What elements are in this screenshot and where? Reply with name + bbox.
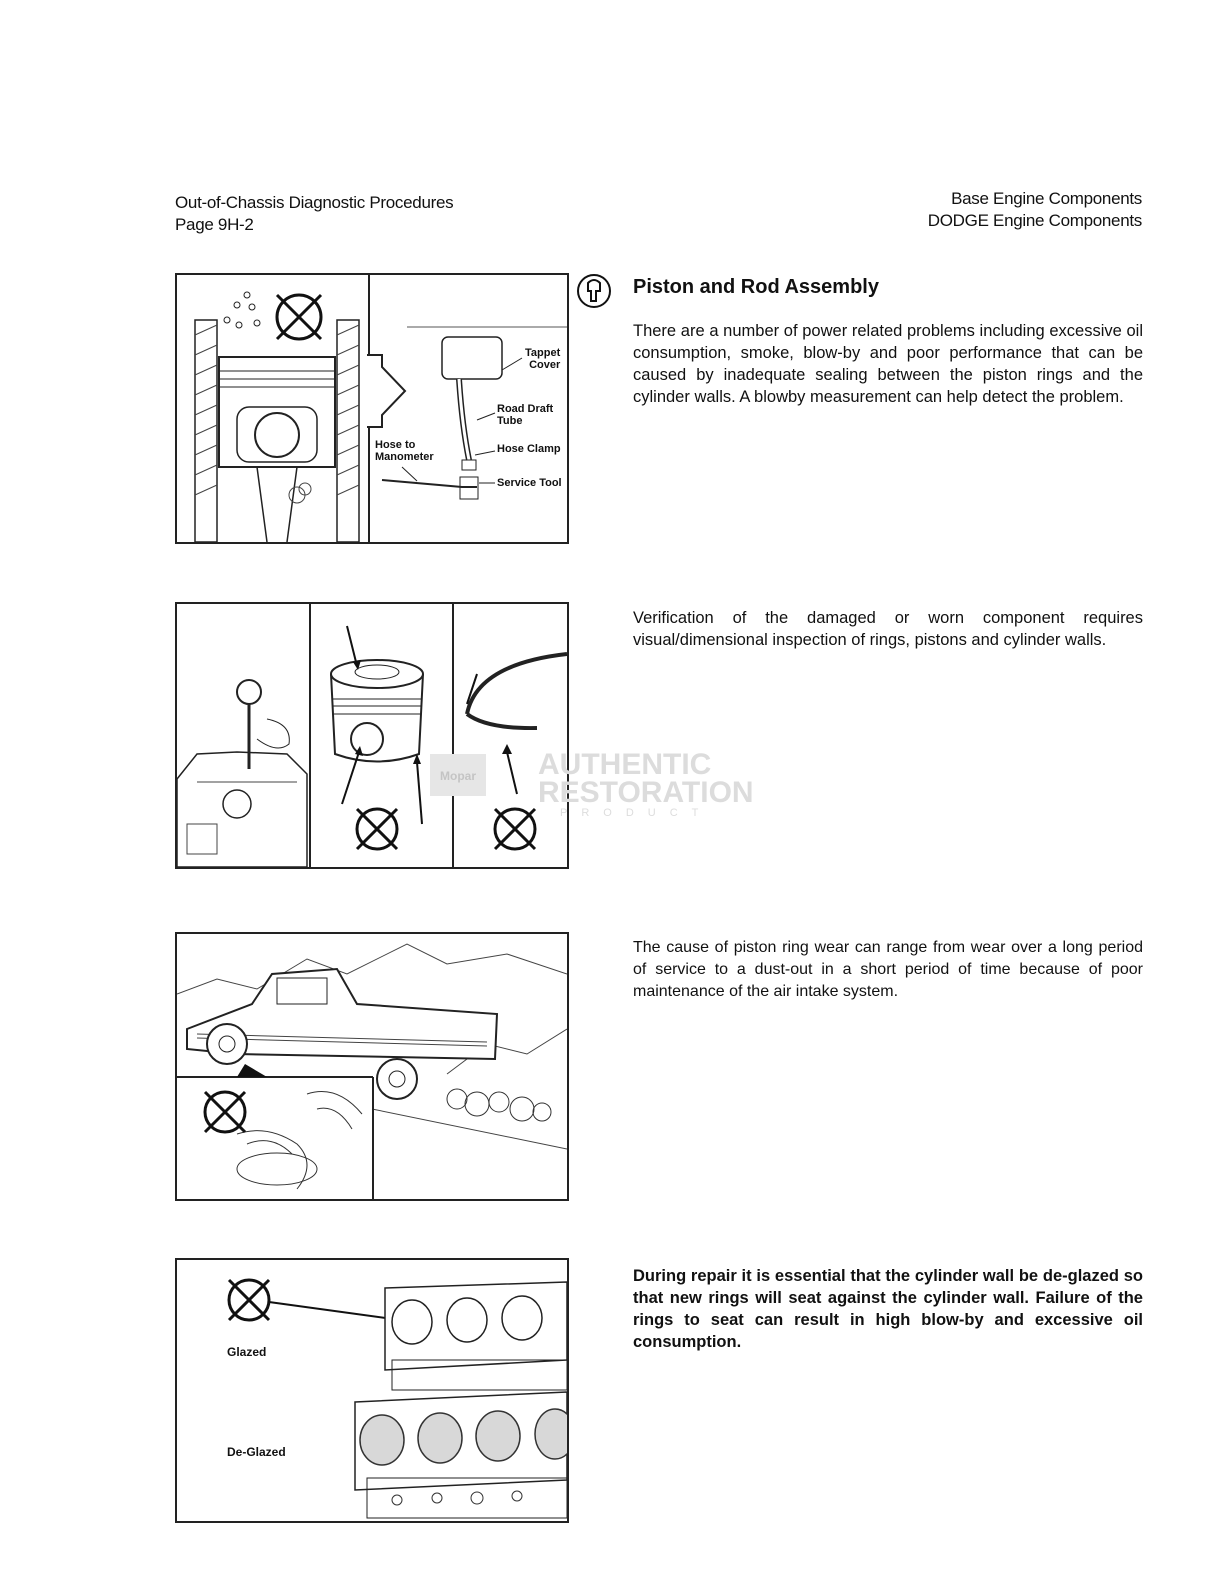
page-number: Page 9H-2	[175, 215, 254, 234]
section-title: Piston and Rod Assembly	[633, 276, 879, 298]
label-hose-to-manometer: Hose to Manometer	[375, 439, 434, 463]
label-glazed: Glazed	[227, 1345, 267, 1359]
watermark-line3: PRODUCT	[560, 807, 713, 818]
engine-title: DODGE Engine Components	[927, 211, 1142, 230]
watermark-brand: Mopar	[440, 769, 476, 783]
not-ok-mark-icon	[277, 295, 321, 339]
header-left	[175, 192, 453, 236]
paragraph-blowby: There are a number of power related problems including excessive oil consumption, smoke, blow-by and poor performance that can be caused by inadequate sealing between the piston rings and the cylinder walls. A blowby measurement can help detect the problem.	[633, 322, 1143, 406]
piston-symbol-icon	[576, 271, 612, 311]
paragraph-verification: Verification of the damaged or worn component requires visual/dimensional inspection of rings, pistons and cylinder walls.	[633, 609, 1143, 649]
label-tappet-cover: Tappet Cover	[525, 347, 561, 371]
header-right	[928, 188, 1142, 232]
paragraph-deglaze: During repair it is essential that the cylinder wall be de-glazed so that new rings will seat against the cylinder wall. Failure of the rings to seat can result in high blow-by and excessive oil consumption.	[633, 1267, 1143, 1351]
watermark-line2: RESTORATION	[538, 776, 754, 809]
chapter-title: Base Engine Components	[951, 189, 1142, 208]
watermark-line1: AUTHENTIC	[538, 748, 712, 781]
figure-dust-out-truck	[175, 932, 569, 1201]
figure-inspection	[175, 602, 569, 869]
label-deglazed: De-Glazed	[227, 1445, 286, 1459]
doc-section-title: Out-of-Chassis Diagnostic Procedures	[175, 193, 454, 212]
figure-blowby-measurement	[175, 273, 569, 544]
paragraph-ring-wear: The cause of piston ring wear can range from wear over a long period of service to a dust-out in a short period of time because of poor maintenance of the air intake system.	[633, 939, 1143, 1000]
not-ok-mark-icon	[229, 1280, 269, 1320]
not-ok-mark-icon	[205, 1092, 245, 1132]
figure-glazed-deglazed	[175, 1258, 569, 1523]
not-ok-mark-icon	[357, 809, 397, 849]
label-road-draft-tube: Road Draft Tube	[497, 403, 554, 427]
watermark-authentic-restoration	[430, 748, 790, 818]
label-service-tool: Service Tool	[497, 477, 562, 489]
label-hose-clamp: Hose Clamp	[497, 443, 561, 455]
